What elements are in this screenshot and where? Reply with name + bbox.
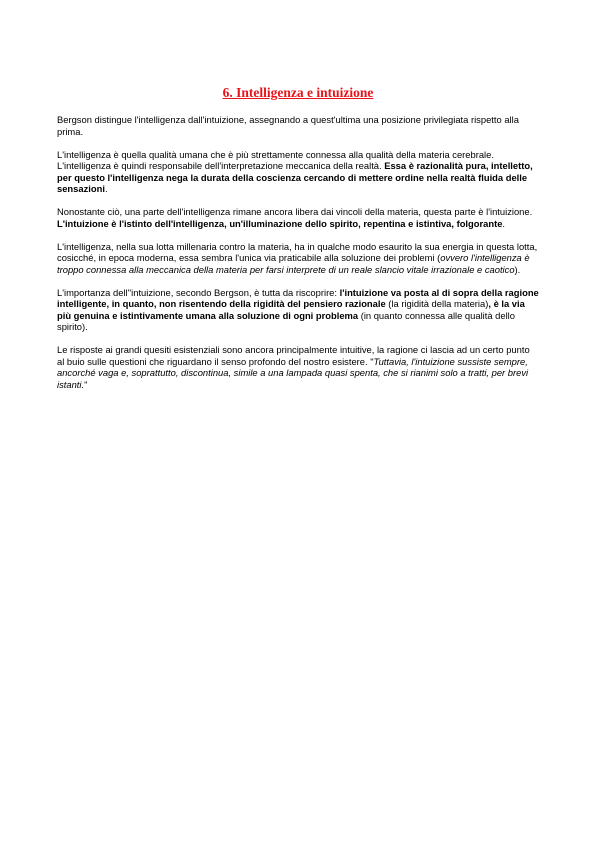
paragraph [57, 241, 539, 276]
text-run: (in quanto connessa alle qualità dello spirito). [57, 309, 515, 332]
document-body [57, 114, 539, 402]
paragraph [57, 344, 539, 390]
text-run: . [104, 183, 108, 194]
bold-text: , è la via più genuina e istintivamente umana alla soluzione di ogni problema [57, 298, 525, 321]
text-run: L'importanza dell''intuizione, secondo Bergson, è tutta da riscoprire: [57, 286, 340, 298]
italic-text: ovvero l'intelligenza è troppo connessa alla meccanica della materia per farsi interprete di un reale slancio vitale irrazionale e caotico [57, 252, 530, 275]
bold-text: L'intuizione è l'istinto dell'intelligenza, un'illuminazione dello spirito, repentina e istintiva, folgorante [57, 217, 503, 229]
text-run: (la rigidità della materia) [385, 298, 489, 309]
paragraph [57, 206, 539, 229]
italic-text: Tuttavia, l'intuizione sussiste sempre, ancorché vaga e, soprattutto, discontinua, simile a una lampada quasi spenta, che si rianimi solo a tratti, per brevi istanti. [57, 355, 529, 390]
text-run: L'intelligenza, nella sua lotta millenaria contro la materia, ha in qualche modo esaurito la sua energia in questa lotta, cosicché, in epoca moderna, essa sembra l'unica via praticabile alla soluzione dei problemi ( [57, 240, 538, 263]
bold-text: l'intuizione va posta al di sopra della ragione intelligente, in quanto, non risentendo della rigidità del pensiero razionale [57, 286, 539, 309]
paragraph [57, 149, 539, 195]
bold-text: Essa è razionalità pura, intelletto, per questo l'intelligenza nega la durata della coscienza cercando di mettere ordine nella realtà fluida delle sensazioni [57, 160, 533, 194]
text-run: Le risposte ai grandi quesiti esistenziali sono ancora principalmente intuitive, la ragione ci lascia ad un certo punto al buio sulle questioni che riguardano il senso profondo del nostro esistere. " [57, 344, 530, 367]
paragraph [57, 114, 539, 137]
paragraph [57, 287, 539, 333]
text-run: ). [514, 263, 521, 275]
text-run: Nonostante ciò, una parte dell'intelligenza rimane ancora libera dai vincoli della materia, questa parte è l'intuizione. [57, 206, 533, 217]
text-run: " [84, 378, 88, 390]
text-run: Bergson distingue l'intelligenza dall'intuizione, assegnando a quest'ultima una posizione privilegiata rispetto alla prima. [57, 114, 519, 137]
document-title: 6. Intelligenza e intuizione [222, 85, 374, 100]
text-run: . [502, 217, 506, 229]
text-run: L'intelligenza è quella qualità umana che è più strettamente connessa alla qualità della materia cerebrale. L'intelligenza è quindi responsabile dell'interpretazione meccanica della realtà. [57, 148, 494, 171]
